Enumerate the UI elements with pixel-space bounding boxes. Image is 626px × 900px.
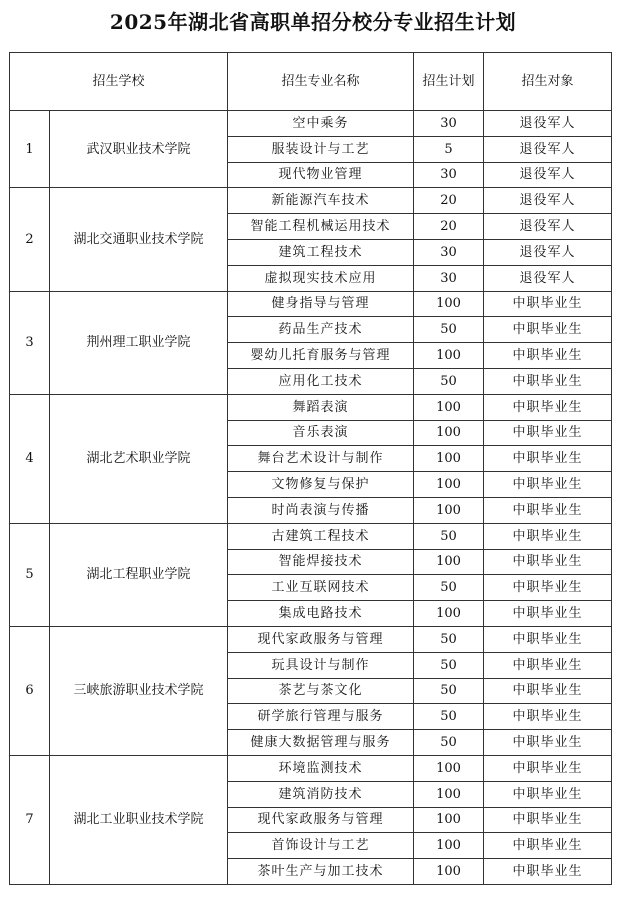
plan-count-cell: 100 bbox=[414, 291, 484, 317]
school-index-cell: 5 bbox=[10, 523, 50, 626]
major-name-cell: 文物修复与保护 bbox=[228, 472, 414, 498]
major-name-cell: 音乐表演 bbox=[228, 420, 414, 446]
plan-count-cell: 100 bbox=[414, 497, 484, 523]
target-group-cell: 中职毕业生 bbox=[484, 549, 612, 575]
major-name-cell: 药品生产技术 bbox=[228, 317, 414, 343]
table-row bbox=[10, 626, 612, 652]
target-group-cell: 中职毕业生 bbox=[484, 704, 612, 730]
target-group-cell: 退役军人 bbox=[484, 188, 612, 214]
target-group-cell: 中职毕业生 bbox=[484, 601, 612, 627]
major-name-cell: 首饰设计与工艺 bbox=[228, 833, 414, 859]
plan-count-cell: 100 bbox=[414, 446, 484, 472]
major-name-cell: 建筑消防技术 bbox=[228, 781, 414, 807]
target-group-cell: 退役军人 bbox=[484, 111, 612, 137]
target-group-cell: 中职毕业生 bbox=[484, 472, 612, 498]
table-row bbox=[10, 291, 612, 317]
school-index-cell: 6 bbox=[10, 626, 50, 755]
header-plan: 招生计划 bbox=[414, 53, 484, 111]
target-group-cell: 中职毕业生 bbox=[484, 317, 612, 343]
table-row bbox=[10, 188, 612, 214]
target-group-cell: 中职毕业生 bbox=[484, 859, 612, 885]
target-group-cell: 中职毕业生 bbox=[484, 833, 612, 859]
major-name-cell: 时尚表演与传播 bbox=[228, 497, 414, 523]
major-name-cell: 环境监测技术 bbox=[228, 755, 414, 781]
plan-count-cell: 30 bbox=[414, 239, 484, 265]
target-group-cell: 中职毕业生 bbox=[484, 497, 612, 523]
major-name-cell: 茶叶生产与加工技术 bbox=[228, 859, 414, 885]
target-group-cell: 退役军人 bbox=[484, 265, 612, 291]
major-name-cell: 集成电路技术 bbox=[228, 601, 414, 627]
plan-count-cell: 20 bbox=[414, 214, 484, 240]
plan-count-cell: 100 bbox=[414, 807, 484, 833]
school-name-cell: 湖北艺术职业学院 bbox=[50, 394, 228, 523]
school-index-cell: 3 bbox=[10, 291, 50, 394]
table-row bbox=[10, 755, 612, 781]
plan-count-cell: 50 bbox=[414, 652, 484, 678]
plan-count-cell: 100 bbox=[414, 394, 484, 420]
plan-count-cell: 50 bbox=[414, 678, 484, 704]
plan-count-cell: 100 bbox=[414, 472, 484, 498]
major-name-cell: 空中乘务 bbox=[228, 111, 414, 137]
major-name-cell: 婴幼儿托育服务与管理 bbox=[228, 343, 414, 369]
plan-count-cell: 100 bbox=[414, 781, 484, 807]
major-name-cell: 现代物业管理 bbox=[228, 162, 414, 188]
target-group-cell: 退役军人 bbox=[484, 162, 612, 188]
plan-count-cell: 100 bbox=[414, 859, 484, 885]
plan-count-cell: 50 bbox=[414, 704, 484, 730]
school-name-cell: 三峡旅游职业技术学院 bbox=[50, 626, 228, 755]
major-name-cell: 虚拟现实技术应用 bbox=[228, 265, 414, 291]
target-group-cell: 中职毕业生 bbox=[484, 807, 612, 833]
plan-count-cell: 30 bbox=[414, 162, 484, 188]
school-name-cell: 湖北工业职业技术学院 bbox=[50, 755, 228, 884]
school-index-cell: 7 bbox=[10, 755, 50, 884]
table-row bbox=[10, 523, 612, 549]
target-group-cell: 中职毕业生 bbox=[484, 678, 612, 704]
major-name-cell: 建筑工程技术 bbox=[228, 239, 414, 265]
plan-count-cell: 50 bbox=[414, 730, 484, 756]
major-name-cell: 古建筑工程技术 bbox=[228, 523, 414, 549]
table-row bbox=[10, 111, 612, 137]
major-name-cell: 舞蹈表演 bbox=[228, 394, 414, 420]
plan-count-cell: 50 bbox=[414, 317, 484, 343]
major-name-cell: 茶艺与茶文化 bbox=[228, 678, 414, 704]
plan-count-cell: 100 bbox=[414, 343, 484, 369]
school-name-cell: 荆州理工职业学院 bbox=[50, 291, 228, 394]
major-name-cell: 工业互联网技术 bbox=[228, 575, 414, 601]
major-name-cell: 现代家政服务与管理 bbox=[228, 807, 414, 833]
page-title: 2025年湖北省高职单招分校分专业招生计划 bbox=[109, 10, 517, 34]
target-group-cell: 中职毕业生 bbox=[484, 291, 612, 317]
plan-count-cell: 20 bbox=[414, 188, 484, 214]
plan-count-cell: 100 bbox=[414, 420, 484, 446]
table-body bbox=[10, 111, 612, 885]
target-group-cell: 中职毕业生 bbox=[484, 626, 612, 652]
target-group-cell: 中职毕业生 bbox=[484, 343, 612, 369]
target-group-cell: 退役军人 bbox=[484, 239, 612, 265]
target-group-cell: 中职毕业生 bbox=[484, 394, 612, 420]
major-name-cell: 现代家政服务与管理 bbox=[228, 626, 414, 652]
target-group-cell: 中职毕业生 bbox=[484, 755, 612, 781]
plan-count-cell: 100 bbox=[414, 833, 484, 859]
major-name-cell: 智能焊接技术 bbox=[228, 549, 414, 575]
header-school: 招生学校 bbox=[10, 53, 228, 111]
school-index-cell: 2 bbox=[10, 188, 50, 291]
header-major: 招生专业名称 bbox=[228, 53, 414, 111]
major-name-cell: 智能工程机械运用技术 bbox=[228, 214, 414, 240]
target-group-cell: 中职毕业生 bbox=[484, 368, 612, 394]
table-row bbox=[10, 394, 612, 420]
table-header-row bbox=[10, 53, 612, 111]
school-name-cell: 湖北交通职业技术学院 bbox=[50, 188, 228, 291]
school-index-cell: 4 bbox=[10, 394, 50, 523]
major-name-cell: 研学旅行管理与服务 bbox=[228, 704, 414, 730]
target-group-cell: 中职毕业生 bbox=[484, 575, 612, 601]
target-group-cell: 中职毕业生 bbox=[484, 446, 612, 472]
school-name-cell: 湖北工程职业学院 bbox=[50, 523, 228, 626]
plan-count-cell: 100 bbox=[414, 549, 484, 575]
target-group-cell: 退役军人 bbox=[484, 214, 612, 240]
major-name-cell: 玩具设计与制作 bbox=[228, 652, 414, 678]
plan-count-cell: 50 bbox=[414, 626, 484, 652]
plan-count-cell: 100 bbox=[414, 601, 484, 627]
plan-count-cell: 50 bbox=[414, 523, 484, 549]
plan-count-cell: 30 bbox=[414, 111, 484, 137]
target-group-cell: 退役军人 bbox=[484, 136, 612, 162]
target-group-cell: 中职毕业生 bbox=[484, 652, 612, 678]
plan-count-cell: 5 bbox=[414, 136, 484, 162]
target-group-cell: 中职毕业生 bbox=[484, 523, 612, 549]
school-index-cell: 1 bbox=[10, 111, 50, 188]
major-name-cell: 健身指导与管理 bbox=[228, 291, 414, 317]
major-name-cell: 健康大数据管理与服务 bbox=[228, 730, 414, 756]
target-group-cell: 中职毕业生 bbox=[484, 730, 612, 756]
target-group-cell: 中职毕业生 bbox=[484, 781, 612, 807]
target-group-cell: 中职毕业生 bbox=[484, 420, 612, 446]
plan-count-cell: 50 bbox=[414, 368, 484, 394]
major-name-cell: 新能源汽车技术 bbox=[228, 188, 414, 214]
major-name-cell: 舞台艺术设计与制作 bbox=[228, 446, 414, 472]
plan-count-cell: 100 bbox=[414, 755, 484, 781]
plan-count-cell: 30 bbox=[414, 265, 484, 291]
school-name-cell: 武汉职业技术学院 bbox=[50, 111, 228, 188]
plan-count-cell: 50 bbox=[414, 575, 484, 601]
major-name-cell: 服装设计与工艺 bbox=[228, 136, 414, 162]
header-target: 招生对象 bbox=[484, 53, 612, 111]
major-name-cell: 应用化工技术 bbox=[228, 368, 414, 394]
enrollment-plan-table bbox=[9, 52, 612, 885]
